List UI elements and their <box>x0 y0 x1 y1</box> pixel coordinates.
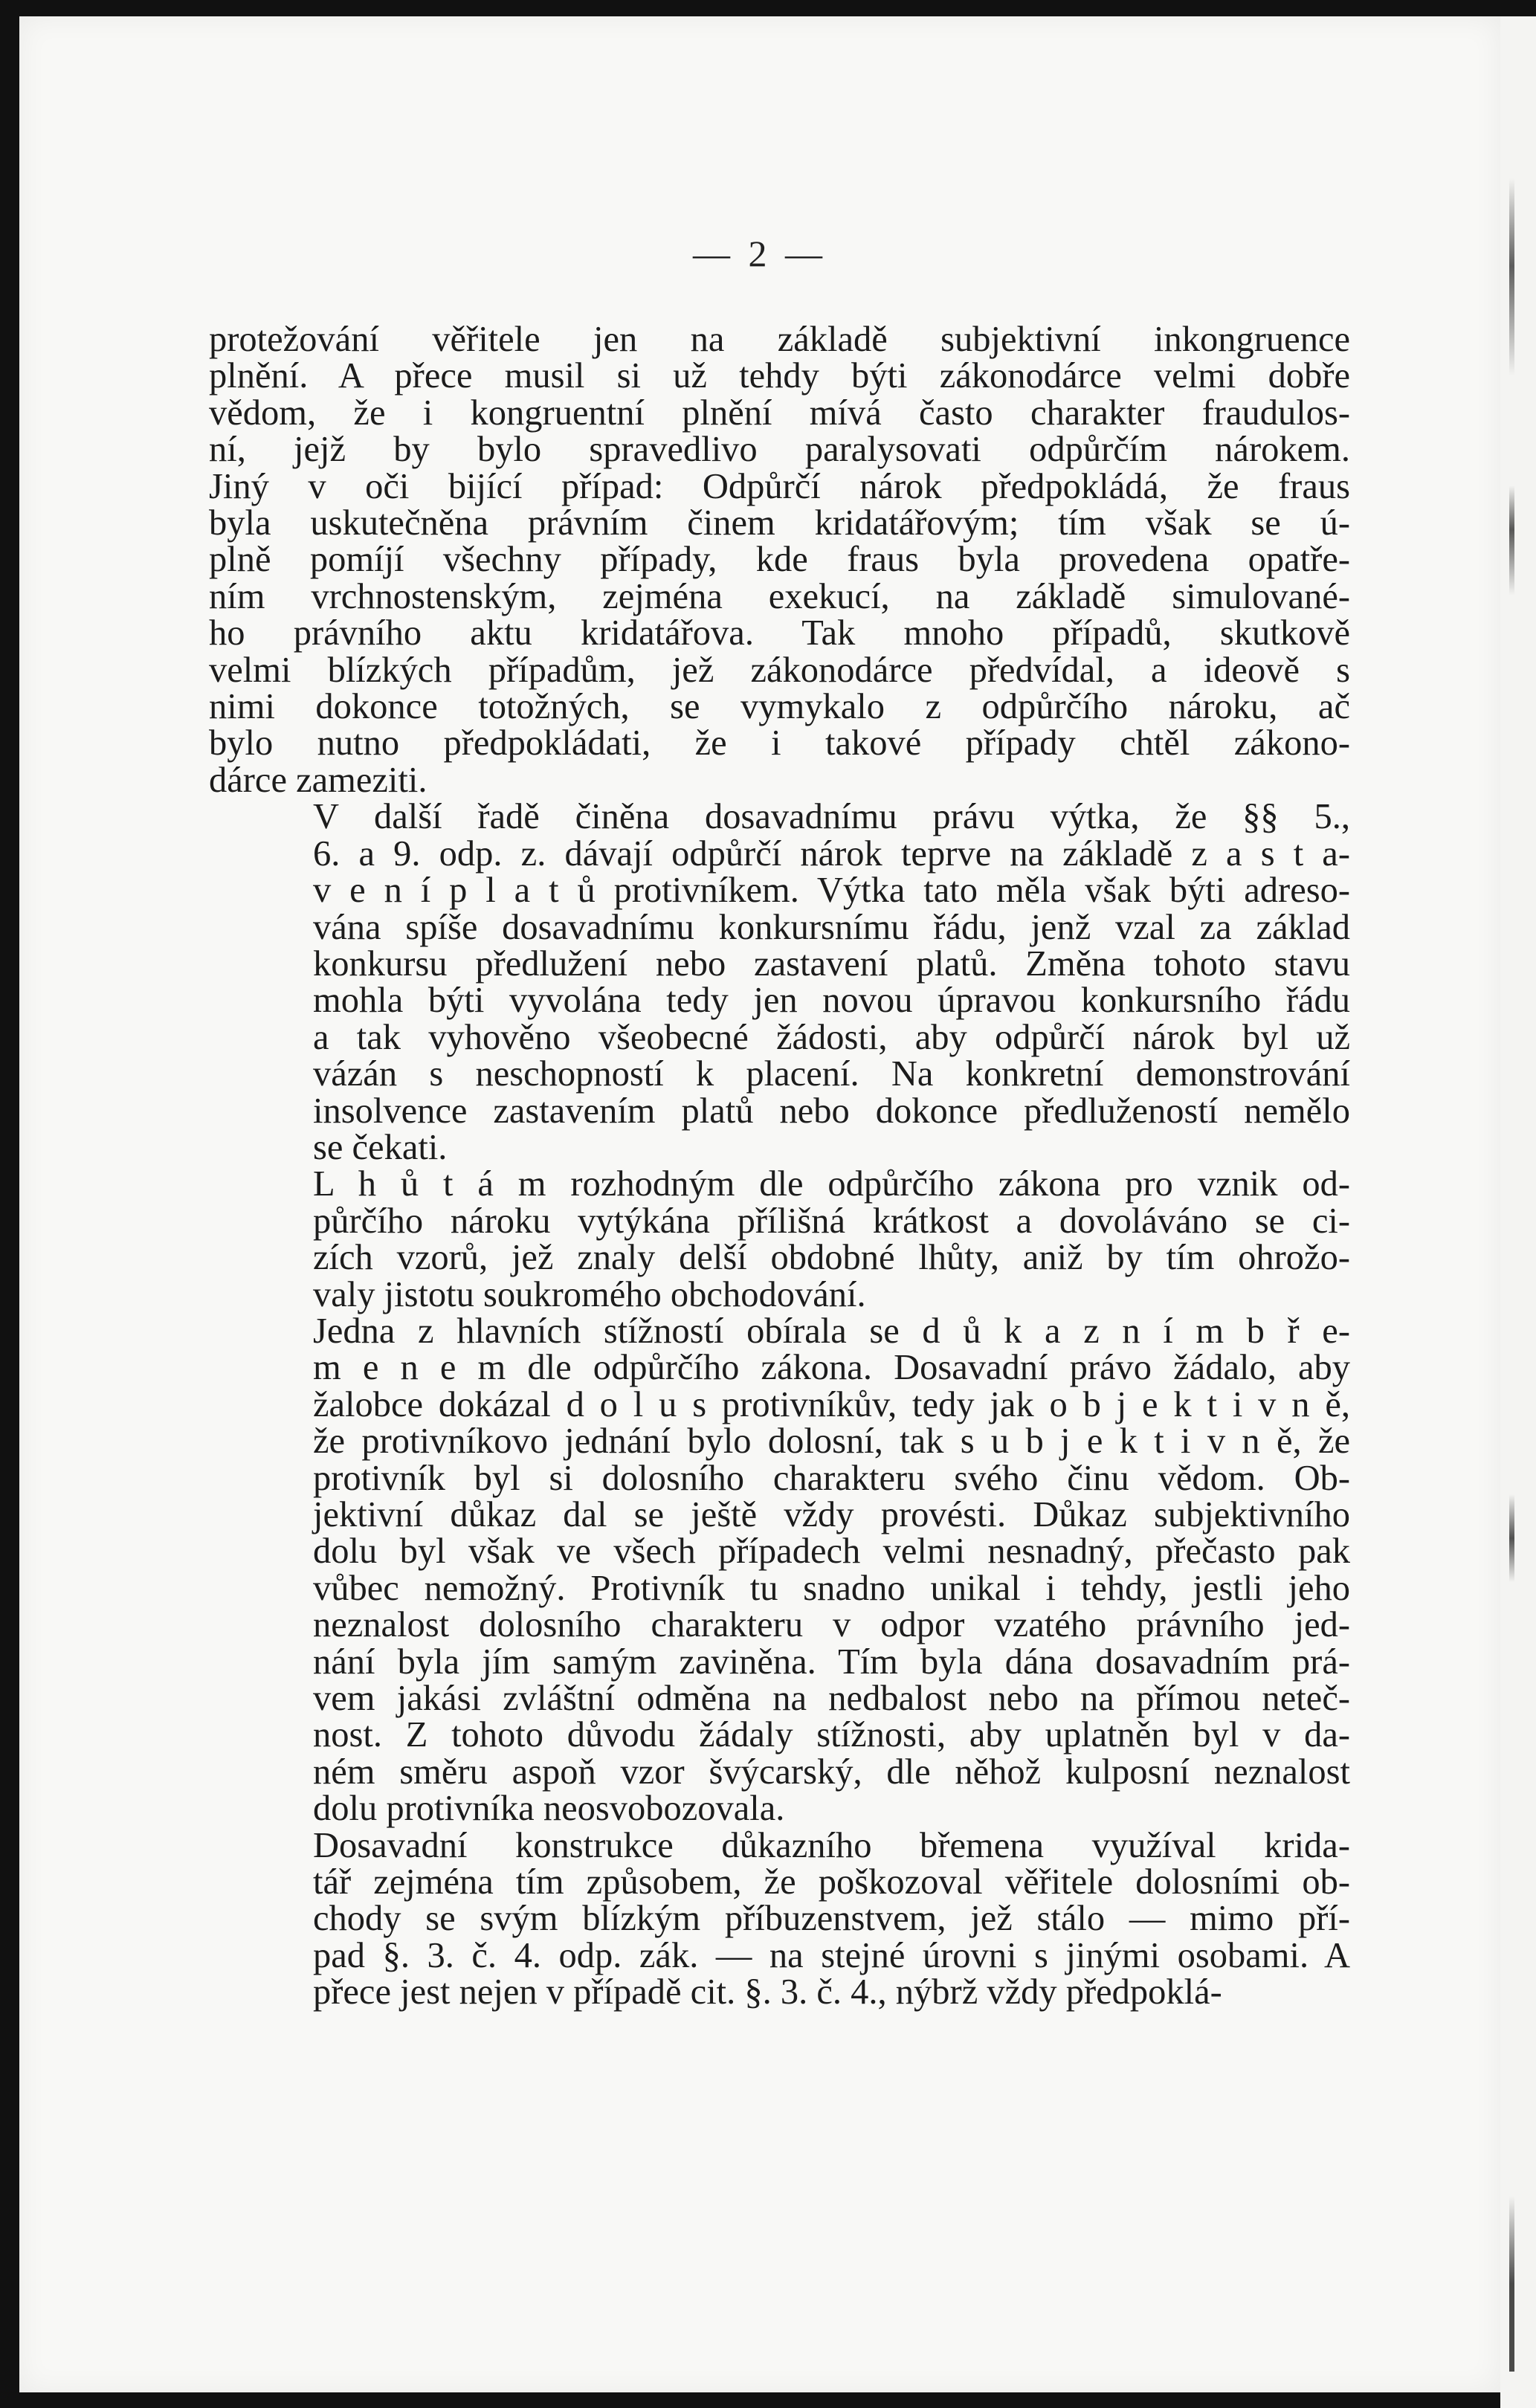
body-text <box>209 321 1350 2011</box>
text-line: protivník byl si dolosního charakteru svého činu vědom. Ob- <box>313 1458 1350 1498</box>
paragraph <box>209 321 1350 798</box>
text-line: Jiný v oči bijící případ: Odpůrčí nárok předpokládá, že fraus <box>209 466 1350 506</box>
text-line: plně pomíjí všechny případy, kde fraus byla provedena opatře- <box>209 540 1350 580</box>
text-line: dárce zameziti. <box>209 760 427 800</box>
text-line: přece jest nejen v případě cit. §. 3. č. 4., nýbrž vždy předpoklá- <box>313 1972 1222 2012</box>
text-line: vem jakási zvláštní odměna na nedbalost nebo na přímou neteč- <box>313 1679 1350 1719</box>
text-line: bylo nutno předpokládati, že i takové případy chtěl zákono- <box>209 723 1350 764</box>
text-line: plnění. A přece musil si už tehdy býti zákonodárce velmi dobře <box>209 356 1350 396</box>
text-line: valy jistotu soukromého obchodování. <box>313 1274 866 1314</box>
text-line: jektivní důkaz dal se ještě vždy provésti. Důkaz subjektivního <box>313 1495 1350 1534</box>
paragraph <box>209 798 1350 1166</box>
text-line: vána spíše dosavadnímu konkursnímu řádu, jenž vzal za základ <box>313 907 1350 947</box>
text-line: dolu byl však ve všech případech velmi nesnadný, přečasto pak <box>313 1531 1350 1572</box>
paragraph <box>209 1313 1350 1827</box>
text-line: žalobce dokázal d o l u s protivníkův, tedy jak o b j e k t i v n ě, <box>313 1384 1350 1424</box>
text-line: vůbec nemožný. Protivník tu snadno unikal i tehdy, jestli jeho <box>313 1568 1350 1608</box>
text-line: konkursu předlužení nebo zastavení platů. Změna tohoto stavu <box>313 943 1350 984</box>
text-line: neznalost dolosního charakteru v odpor vzatého právního jed- <box>313 1605 1350 1645</box>
paragraph <box>209 1827 1350 2011</box>
paragraph <box>209 1166 1350 1313</box>
page-edge <box>1500 16 1536 2408</box>
text-line: Jedna z hlavních stížností obírala se d ů k a z n í m b ř e- <box>313 1311 1350 1351</box>
text-line: v e n í p l a t ů protivníkem. Výtka tato měla však býti adreso- <box>313 871 1350 911</box>
text-line: tář zejména tím způsobem, že poškozoval věřitele dolosními ob- <box>313 1862 1350 1902</box>
document-page <box>19 16 1500 2392</box>
text-line: vázán s neschopností k placení. Na konkretní demonstrování <box>313 1054 1350 1094</box>
text-line: pad §. 3. č. 4. odp. zák. — na stejné úrovni s jinými osobami. A <box>313 1935 1350 1975</box>
page-number: — 2 — <box>693 233 827 274</box>
text-line: nimi dokonce totožných, se vymykalo z odpůrčího nároku, ač <box>209 687 1350 727</box>
text-line: se čekati. <box>313 1127 448 1167</box>
text-line: ním vrchnostenským, zejména exekucí, na základě simulované- <box>209 576 1350 616</box>
text-line: ní, jejž by bylo spravedlivo paralysovati odpůrčím nárokem. <box>209 430 1350 470</box>
text-line: nání byla jím samým zaviněna. Tím byla dána dosavadním prá- <box>313 1642 1350 1682</box>
text-line: 6. a 9. odp. z. dávají odpůrčí nárok teprve na základě z a s t a- <box>313 833 1350 874</box>
text-line: že protivníkovo jednání bylo dolosní, tak s u b j e k t i v n ě, že <box>313 1421 1350 1462</box>
text-line: půrčího nároku vytýkána přílišná krátkost a dovoláváno se ci- <box>313 1201 1350 1241</box>
binding-shadow <box>1509 178 1514 2372</box>
text-line: byla uskutečněna právním činem kridatářovým; tím však se ú- <box>209 503 1350 543</box>
text-line: L h ů t á m rozhodným dle odpůrčího zákona pro vznik od- <box>313 1164 1350 1204</box>
text-line: a tak vyhověno všeobecné žádosti, aby odpůrčí nárok byl už <box>313 1017 1350 1057</box>
text-line: chody se svým blízkým příbuzenstvem, jež stálo — mimo pří- <box>313 1899 1350 1939</box>
text-line: protežování věřitele jen na základě subjektivní inkongruence <box>209 320 1350 359</box>
text-line: m e n e m dle odpůrčího zákona. Dosavadní právo žádalo, aby <box>313 1348 1350 1388</box>
text-line: dolu protivníka neosvobozovala. <box>313 1789 785 1829</box>
text-line: zích vzorů, jež znaly delší obdobné lhůty, aniž by tím ohrožo- <box>313 1238 1350 1278</box>
text-line: V další řadě činěna dosavadnímu právu výtka, že §§ 5., <box>313 797 1350 837</box>
text-line: vědom, že i kongruentní plnění mívá často charakter fraudulos- <box>209 393 1350 433</box>
text-line: Dosavadní konstrukce důkazního břemena využíval krida- <box>313 1825 1350 1865</box>
text-line: ném směru aspoň vzor švýcarský, dle něhož kulposní neznalost <box>313 1752 1350 1792</box>
text-line: velmi blízkých případům, jež zákonodárce předvídal, a ideově s <box>209 650 1350 690</box>
text-line: insolvence zastavením platů nebo dokonce předlužeností nemělo <box>313 1091 1350 1131</box>
text-line: nost. Z tohoto důvodu žádaly stížnosti, aby uplatněn byl v da- <box>313 1715 1350 1755</box>
text-line: mohla býti vyvolána tedy jen novou úpravou konkursního řádu <box>313 981 1350 1021</box>
text-line: ho právního aktu kridatářova. Tak mnoho případů, skutkově <box>209 613 1350 653</box>
